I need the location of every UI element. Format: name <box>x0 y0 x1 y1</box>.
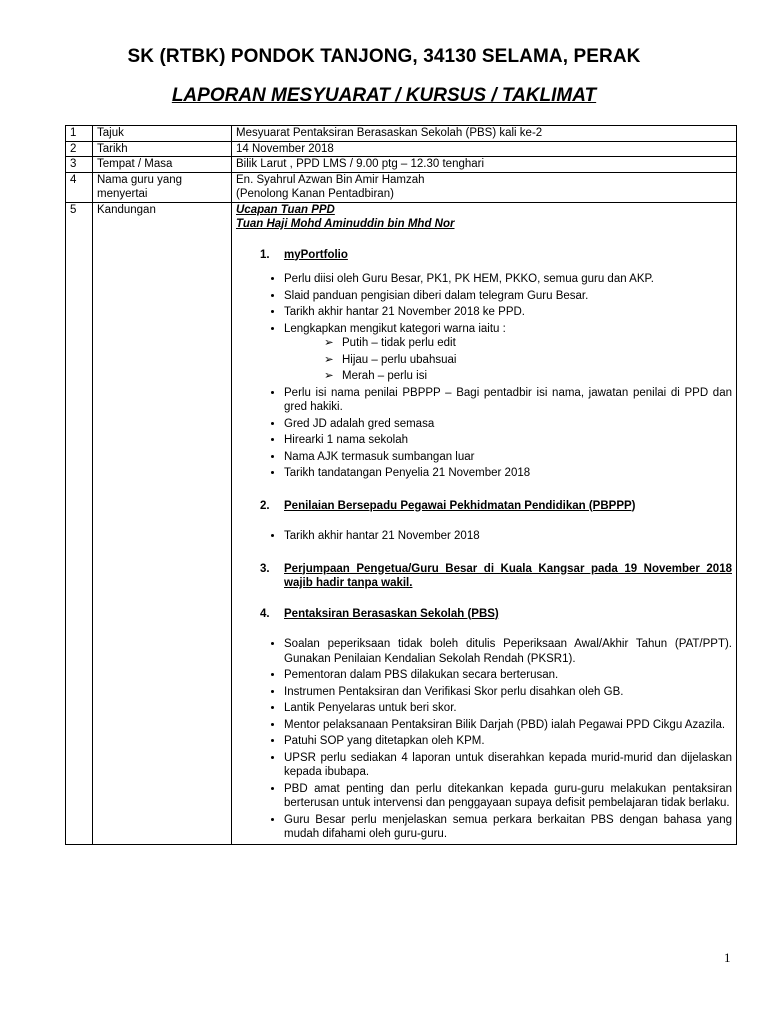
row-number: 1 <box>66 126 93 142</box>
table-row <box>66 141 737 157</box>
sub-list-item: ➢ Putih – tidak perlu edit <box>324 336 732 351</box>
list-item: • Instrumen Pentaksiran dan Verifikasi Skor perlu disahkan oleh GB. <box>284 685 732 700</box>
school-header: SK (RTBK) PONDOK TANJONG, 34130 SELAMA, PERAK <box>127 46 641 67</box>
list-item: • Pementoran dalam PBS dilakukan secara berterusan. <box>284 668 732 683</box>
teacher-name: En. Syahrul Azwan Bin Amir Hamzah <box>236 173 425 186</box>
list-item: • PBD amat penting dan perlu ditekankan kepada guru-guru melakukan pentaksiran berterusan untuk intervensi dan penggayaan supaya defisit pembelajaran tidak berlaku. <box>284 782 732 811</box>
bullet-list <box>236 272 732 481</box>
row-value: Mesyuarat Pentaksiran Berasaskan Sekolah (PBS) kali ke-2 <box>232 126 737 142</box>
sub-list <box>284 336 732 384</box>
table-row <box>66 126 737 142</box>
list-item: • Patuhi SOP yang ditetapkan oleh KPM. <box>284 734 732 749</box>
row-label: Tarikh <box>93 141 232 157</box>
list-item: • Soalan peperiksaan tidak boleh ditulis Peperiksaan Awal/Akhir Tahun (PAT/PPT). Gunakan Penilaian Kendalian Sekolah Rendah (PKSR1). <box>284 637 732 666</box>
list-item: • Slaid panduan pengisian diberi dalam telegram Guru Besar. <box>284 289 732 304</box>
row-value: 14 November 2018 <box>232 141 737 157</box>
table-row <box>66 157 737 173</box>
list-item: • Gred JD adalah gred semasa <box>284 417 732 432</box>
list-item: • Perlu diisi oleh Guru Besar, PK1, PK HEM, PKKO, semua guru dan AKP. <box>284 272 732 287</box>
bullet-list <box>236 637 732 842</box>
row-label: Tempat / Masa <box>93 157 232 173</box>
section-heading: 2. Penilaian Bersepadu Pegawai Pekhidmatan Pendidikan (PBPPP) <box>260 499 636 512</box>
table-row <box>66 172 737 202</box>
speech-heading: Ucapan Tuan PPD <box>236 203 335 216</box>
sub-list-item: ➢ Merah – perlu isi <box>324 369 732 384</box>
table-row <box>66 202 737 844</box>
section-heading: 3. Perjumpaan Pengetua/Guru Besar di Kuala Kangsar pada 19 November 2018 wajib hadir tanpa wakil. <box>260 562 732 589</box>
list-item: • UPSR perlu sediakan 4 laporan untuk diserahkan kepada murid-murid dan dijelaskan kepada ibubapa. <box>284 751 732 780</box>
row-label: Nama guru yang menyertai <box>93 172 232 202</box>
teacher-position: (Penolong Kanan Pentadbiran) <box>236 188 394 200</box>
content-cell <box>232 202 737 844</box>
row-label: Kandungan <box>93 202 232 844</box>
section-heading: 1. myPortfolio <box>260 248 348 261</box>
list-item: • Tarikh akhir hantar 21 November 2018 ke PPD. <box>284 305 732 320</box>
row-number: 2 <box>66 141 93 157</box>
list-item: • Tarikh akhir hantar 21 November 2018 <box>284 529 732 544</box>
list-item: • Nama AJK termasuk sumbangan luar <box>284 450 732 465</box>
list-item: • Perlu isi nama penilai PBPPP – Bagi pentadbir isi nama, jawatan penilai di PPD dan gred hakiki. <box>284 386 732 415</box>
speaker-name: Tuan Haji Mohd Aminuddin bin Mhd Nor <box>236 218 455 230</box>
report-table <box>65 125 737 845</box>
row-number: 3 <box>66 157 93 173</box>
row-number: 4 <box>66 172 93 202</box>
sub-list-item: ➢ Hijau – perlu ubahsuai <box>324 353 732 368</box>
row-value <box>232 172 737 202</box>
section-heading: 4. Pentaksiran Berasaskan Sekolah (PBS) <box>260 607 499 620</box>
page-number: 1 <box>724 950 731 965</box>
list-item: • Lengkapkan mengikut kategori warna iaitu : ➢ Putih – tidak perlu edit ➢ Hijau – perlu ubahsuai ➢ Merah – perlu isi <box>284 322 732 384</box>
list-item: • Guru Besar perlu menjelaskan semua perkara berkaitan PBS dengan bahasa yang mudah difahami oleh guru-guru. <box>284 813 732 842</box>
bullet-list <box>236 529 732 544</box>
list-item: • Hirearki 1 nama sekolah <box>284 433 732 448</box>
row-value: Bilik Larut , PPD LMS / 9.00 ptg – 12.30 tenghari <box>232 157 737 173</box>
list-item: • Tarikh tandatangan Penyelia 21 November 2018 <box>284 466 732 481</box>
row-label: Tajuk <box>93 126 232 142</box>
list-item: • Mentor pelaksanaan Pentaksiran Bilik Darjah (PBD) ialah Pegawai PPD Cikgu Azazila. <box>284 718 732 733</box>
report-title: LAPORAN MESYUARAT / KURSUS / TAKLIMAT <box>171 85 597 106</box>
row-number: 5 <box>66 202 93 844</box>
list-item: • Lantik Penyelaras untuk beri skor. <box>284 701 732 716</box>
